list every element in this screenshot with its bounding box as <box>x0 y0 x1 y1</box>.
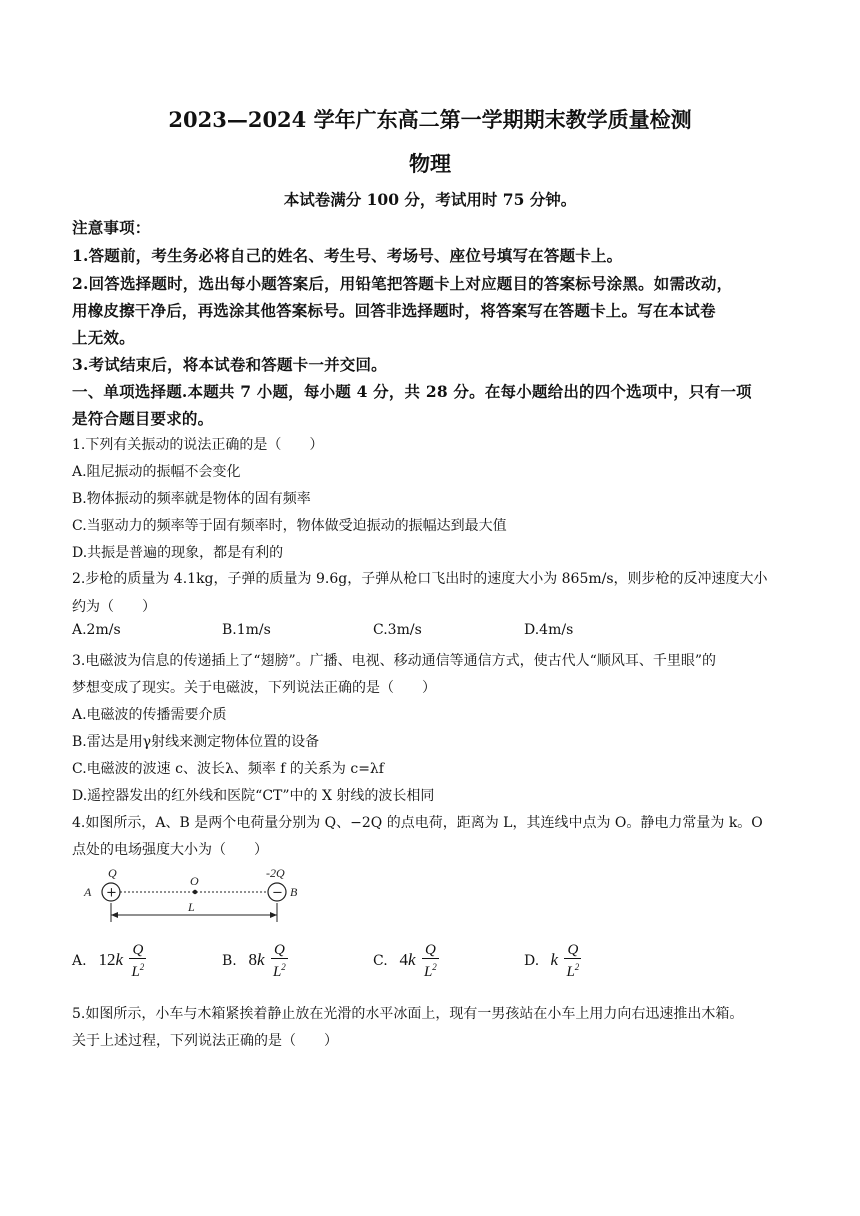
q4-option-a-coef: 12 <box>98 950 116 969</box>
exam-info: 本试卷满分 100 分，考试用时 75 分钟。 <box>283 190 577 209</box>
notice-item-3: 3.考试结束后，将本试卷和答题卡一并交回。 <box>72 355 387 374</box>
notice-item-2-line-3: 上无效。 <box>72 328 135 347</box>
notice-item-2-line-1: 2.回答选择题时，选出每小题答案后，用铅笔把答题卡上对应题目的答案标号涂黑。如需改动， <box>72 274 733 293</box>
k-symbol: k <box>550 950 558 969</box>
q3-stem-line-1: 3.电磁波为信息的传递插上了“翅膀”。广播、电视、移动通信等通信方式，使古代人“顺风耳、千里眼”的 <box>72 653 716 669</box>
q4-stem-line-1: 4.如图所示，A、B 是两个电荷量分别为 Q、−2Q 的点电荷，距离为 L，其连线中点为 O。静电力常量为 k。O <box>72 815 763 831</box>
figure-label-minus-2q: -2Q <box>266 866 285 880</box>
subject-title: 物理 <box>409 151 451 176</box>
figure-label-q: Q <box>108 866 117 880</box>
arrowhead-left <box>111 912 118 918</box>
q3-option-c: C.电磁波的波速 c、波长λ、频率 f 的关系为 c=λf <box>72 761 384 777</box>
figure-label-b: B <box>290 885 298 899</box>
charge-b-sign: − <box>272 885 283 901</box>
q4-stem-line-2: 点处的电场强度大小为（ ） <box>72 842 268 858</box>
k-symbol: k <box>407 950 416 969</box>
figure-label-o: O <box>190 874 199 888</box>
q4-charge-figure <box>80 862 320 930</box>
q4-option-b-label: B. <box>222 953 237 969</box>
q2-option-d: D.4m/s <box>524 622 574 638</box>
q4-option-b <box>222 942 288 986</box>
q4-option-b-coef: 8 <box>248 950 257 969</box>
q4-option-d-label: D. <box>524 953 540 969</box>
q4-option-c-label: C. <box>373 953 388 969</box>
arrowhead-right <box>270 912 277 918</box>
q2-stem-line-2: 约为（ ） <box>72 599 156 615</box>
q3-option-d: D.遥控器发出的红外线和医院“CT”中的 X 射线的波长相同 <box>72 788 435 804</box>
q2-option-b: B.1m/s <box>222 622 271 638</box>
notice-heading: 注意事项： <box>72 218 151 237</box>
q2-option-c: C.3m/s <box>373 622 422 638</box>
midpoint-o <box>193 890 197 894</box>
section-1-line-1: 一、单项选择题.本题共 7 小题，每小题 4 分，共 28 分。在每小题给出的四个选项中，只有一项 <box>72 382 752 401</box>
q1-option-c: C.当驱动力的频率等于固有频率时，物体做受迫振动的振幅达到最大值 <box>72 518 507 534</box>
notice-item-2-line-2: 用橡皮擦干净后，再选涂其他答案标号。回答非选择题时，将答案写在答题卡上。写在本试卷 <box>72 301 716 320</box>
q3-option-b: B.雷达是用γ射线来测定物体位置的设备 <box>72 734 320 750</box>
figure-label-l: L <box>188 900 195 914</box>
q2-option-a: A.2m/s <box>72 622 121 638</box>
q4-option-c-coef: 4 <box>399 950 408 969</box>
q4-option-d-fraction: $\frac{Q}{L^2}$ <box>566 942 580 980</box>
q5-stem-line-1: 5.如图所示，小车与木箱紧挨着静止放在光滑的水平冰面上，现有一男孩站在小车上用力向右迅速推出木箱。 <box>72 1006 744 1022</box>
figure-label-a: A <box>84 885 92 899</box>
charge-a-sign: + <box>106 885 117 901</box>
q3-stem-line-2: 梦想变成了现实。关于电磁波，下列说法正确的是（ ） <box>72 680 436 696</box>
section-1-line-2: 是符合题目要求的。 <box>72 409 214 428</box>
q3-option-a: A.电磁波的传播需要介质 <box>72 707 227 723</box>
q4-option-a-label: A. <box>72 953 87 969</box>
q4-option-c <box>373 942 439 986</box>
q2-stem-line-1: 2.步枪的质量为 4.1kg，子弹的质量为 9.6g，子弹从枪口飞出时的速度大小为 865m/s，则步枪的反冲速度大小 <box>72 571 768 587</box>
q1-option-a: A.阻尼振动的振幅不会变化 <box>72 464 241 480</box>
q1-option-d: D.共振是普遍的现象，都是有利的 <box>72 545 284 561</box>
k-symbol: k <box>115 950 123 969</box>
k-symbol: k <box>256 950 265 969</box>
q4-option-a <box>72 942 146 986</box>
q1-option-b: B.物体振动的频率就是物体的固有频率 <box>72 491 311 507</box>
q5-stem-line-2: 关于上述过程，下列说法正确的是（ ） <box>72 1033 338 1049</box>
q4-option-c-fraction: $\frac{Q}{L^2}$ <box>423 942 437 980</box>
q4-option-a-fraction: $\frac{Q}{L^2}$ <box>131 942 145 980</box>
q4-option-d <box>524 942 581 986</box>
notice-item-1: 1.答题前，考生务必将自己的姓名、考生号、考场号、座位号填写在答题卡上。 <box>72 246 623 265</box>
q4-option-b-fraction: $\frac{Q}{L^2}$ <box>272 942 286 980</box>
q1-stem: 1.下列有关振动的说法正确的是（ ） <box>72 437 324 453</box>
exam-title: 2023—2024 学年广东高二第一学期期末教学质量检测 <box>168 107 692 132</box>
